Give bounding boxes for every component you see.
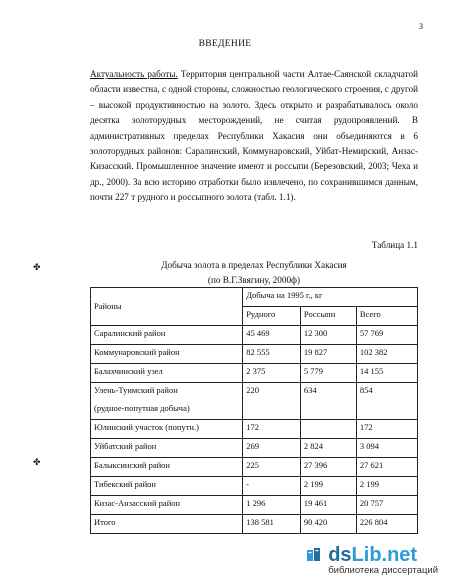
row-total: 172 [356,420,417,439]
row-total: 20 757 [356,496,417,515]
row-total: 2 199 [356,477,417,496]
table-row [91,383,418,402]
row-total: 27 621 [356,458,417,477]
row-ore: 172 [243,420,301,439]
header-placer: Россыпн [300,307,356,326]
page-number: 3 [419,22,423,31]
row-ore: 2 375 [243,364,301,383]
row-name: Итого [91,515,243,534]
margin-scan-mark: ✤ [33,457,41,467]
table-row [91,401,418,420]
table-row [91,477,418,496]
row-placer: 19 827 [300,345,356,364]
table-label: Таблица 1.1 [371,240,418,250]
row-total: 854 [356,383,417,402]
row-placer: 2 824 [300,439,356,458]
row-name: (рудное-попутная добыча) [91,401,243,420]
dslib-watermark[interactable] [328,545,438,576]
row-placer: 12 300 [300,326,356,345]
row-ore: 82 555 [243,345,301,364]
row-total [356,401,417,420]
watermark-brand-suffix: Lib.net [351,544,418,566]
row-name: Балахчинский узел [91,364,243,383]
row-ore: 138 581 [243,515,301,534]
header-regions: Районы [91,288,243,326]
intro-text: Территория центральной части Алтае-Саянской складчатой области известна, с одной стороны, сложностью геологического строения, с другой – высокой продуктивностью на золото. Здесь открыто и разрабатывалось около десятка золоторудных месторождений, не считая рудопроявлений. В административных пределах Республики Хакасия они объединяются в 6 золоторудных районов: Саралинский, Коммунаровский, Уйбат-Немирский, Анзас-Кизасский. Промышленное значение имеют и россыпи (Березовский, 2003; Чеха и др., 2000). За всю историю отработки было извлечено, по сохранившимся данным, почти 227 т рудного и россыпного золота (табл. 1.1). [90,69,418,203]
header-production: Добыча на 1995 г., кг [243,288,418,307]
table-row [91,515,418,534]
table-row [91,326,418,345]
row-total: 57 769 [356,326,417,345]
table-title [90,258,418,288]
table-row [91,496,418,515]
row-placer: 5 779 [300,364,356,383]
row-total: 14 155 [356,364,417,383]
header-ore: Рудного [243,307,301,326]
table-header-row [91,288,418,307]
row-ore: 1 296 [243,496,301,515]
row-total: 102 382 [356,345,417,364]
row-ore: - [243,477,301,496]
row-name: Уйбатский район [91,439,243,458]
row-name: Юлинский участок (попутн.) [91,420,243,439]
row-total: 3 094 [356,439,417,458]
row-name: Кизас-Анзасский район [91,496,243,515]
table-title-line: Добыча золота в пределах Республики Хакасия [161,260,347,270]
row-placer [300,401,356,420]
row-name: Тибекский район [91,477,243,496]
table-row [91,364,418,383]
row-ore: 225 [243,458,301,477]
row-ore [243,401,301,420]
watermark-brand-prefix: ds [328,544,352,566]
row-placer [300,420,356,439]
table-subtitle: (по В.Г.Звягину, 2000ф) [207,275,301,285]
row-ore: 220 [243,383,301,402]
table-row [91,439,418,458]
row-placer: 90 420 [300,515,356,534]
row-placer: 27 396 [300,458,356,477]
row-name: Саралинский район [91,326,243,345]
margin-scan-mark: ✤ [33,262,41,272]
watermark-tagline: библиотека диссертаций [328,565,438,576]
intro-paragraph [90,67,418,206]
header-total: Всего [356,307,417,326]
row-total: 226 804 [356,515,417,534]
row-ore: 45 469 [243,326,301,345]
intro-label: Актуальность работы. [90,69,178,79]
row-name: Коммунаровский район [91,345,243,364]
table-row [91,420,418,439]
table-row [91,345,418,364]
gold-production-table [90,287,418,534]
row-placer: 2 199 [300,477,356,496]
row-name: Улень-Туимский район [91,383,243,402]
row-name: Балыксинский район [91,458,243,477]
dslib-logo-icon [306,547,322,563]
page-heading: ВВЕДЕНИЕ [198,39,252,49]
table-row [91,458,418,477]
row-placer: 634 [300,383,356,402]
row-ore: 269 [243,439,301,458]
row-placer: 19 461 [300,496,356,515]
watermark-brand [328,545,438,565]
